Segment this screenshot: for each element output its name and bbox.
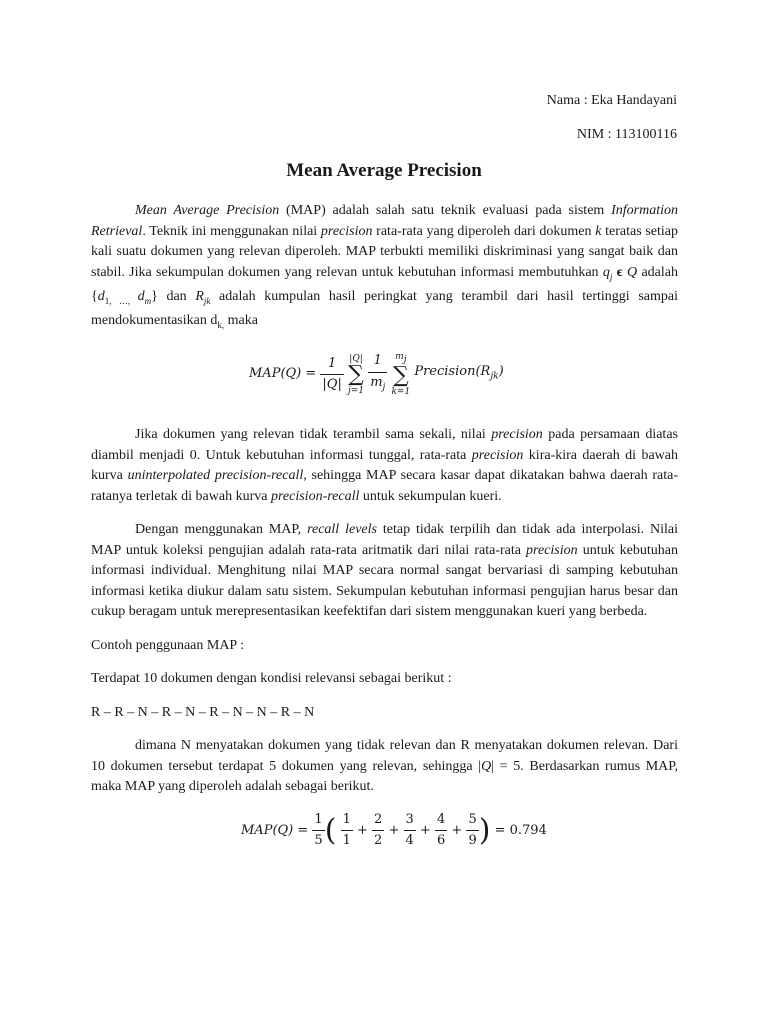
- fraction-outer: [312, 810, 324, 852]
- fraction-1-over-mj: [368, 351, 387, 398]
- document-title: Mean Average Precision: [286, 160, 482, 181]
- var-sub: m: [144, 295, 152, 306]
- plus-sign: +: [388, 822, 400, 838]
- student-id: NIM : 113100116: [576, 127, 677, 142]
- plus-sign: +: [451, 822, 463, 838]
- fraction-term: [466, 810, 478, 852]
- var-sub: jk: [490, 371, 499, 382]
- fraction-numerator: 3: [404, 810, 416, 832]
- plus-sign: +: [356, 822, 368, 838]
- fraction-denominator: 2: [374, 833, 383, 849]
- sum-lower-limit: j=1: [347, 385, 365, 396]
- var-d: d: [97, 288, 105, 304]
- term-uninterpolated: uninterpolated precision-recall: [127, 468, 304, 484]
- fraction-term: [435, 810, 447, 852]
- term-recall-levels: recall levels: [307, 522, 377, 538]
- sum-upper-limit: |Q|: [349, 353, 363, 364]
- var-q: q: [602, 264, 610, 280]
- text-run: Dengan menggunakan MAP,: [135, 522, 308, 538]
- fraction-denominator: 5: [314, 833, 323, 849]
- equals-sign: =: [494, 822, 506, 838]
- text-run: dimana N menyatakan dokumen yang tidak relevan dan R menyatakan dokumen relevan. Dari 10 dokumen tersebut terdapat 5 dokumen yang relevan, sehingga |: [91, 738, 678, 774]
- var-m: m: [395, 352, 404, 363]
- document-body: [91, 201, 678, 856]
- var-Q: Q: [481, 758, 492, 774]
- text-run: | = 5. Berdasarkan rumus MAP, maka MAP yang diperoleh adalah sebagai berikut.: [91, 758, 678, 795]
- text-run: teratas setiap kali suatu dokumen yang relevan diperoleh. MAP terbukti memiliki diskriminasi yang sangat baik dan stabil. Jika sekumpulan dokumen yang relevan untuk kebutuhan informasi membutuhkan: [91, 223, 679, 280]
- var-sub: 1, …,: [104, 295, 138, 306]
- summation-k: [391, 352, 410, 397]
- formula-lhs: MAP(Q) =: [249, 366, 317, 382]
- example-intro: Contoh penggunaan MAP :: [91, 637, 245, 653]
- var-Q: Q: [627, 264, 638, 280]
- map-example-formula: [91, 810, 678, 856]
- var-sub: k,: [217, 319, 225, 330]
- element-of-symbol: ϵ: [612, 264, 627, 280]
- var-sub: j: [403, 355, 407, 366]
- text-run: adalah kumpulan hasil peringkat yang terambil dari hasil tertinggi sampai mendokumentasikan d: [91, 288, 679, 329]
- author-name: Nama : Eka Handayani: [546, 93, 677, 108]
- var-R: R: [195, 288, 204, 304]
- term-precision: precision: [320, 223, 373, 239]
- fraction-denominator: 1: [342, 833, 351, 849]
- fraction-term: [372, 810, 384, 852]
- var-k: k: [595, 223, 602, 239]
- map-example-expression: [241, 810, 547, 852]
- example-line: Terdapat 10 dokumen dengan kondisi relevansi sebagai berikut :: [91, 671, 452, 687]
- fraction-numerator: 1: [341, 810, 353, 832]
- term-precision: precision: [471, 447, 524, 463]
- precision-term: [414, 364, 504, 382]
- paragraph-4: [91, 736, 678, 798]
- var-m: m: [370, 374, 383, 390]
- map-result: 0.794: [509, 822, 547, 838]
- text-run: (MAP) adalah salah satu teknik evaluasi pada sistem: [279, 203, 612, 218]
- text-run: untuk kebutuhan informasi individual. Menghitung nilai MAP secara normal sangat bervariasi di samping kebutuhan informasi ketika diukur dalam satu sistem. Sekumpulan kebutuhan informasi pengujian harus besar dan cukup beragam untuk merepresentasikan keefektifan dari sistem menggunakan kueri yang berbeda.: [91, 542, 678, 620]
- formula-lhs: MAP(Q) =: [241, 822, 309, 838]
- fraction-numerator: 1: [320, 354, 343, 376]
- text-run: maka: [224, 313, 258, 329]
- paragraph-1: [91, 201, 678, 335]
- paragraph-3: [91, 520, 678, 623]
- fraction-denominator: 9: [468, 833, 477, 849]
- relevance-sequence: R – R – N – R – N – R – N – N – R – N: [91, 704, 315, 720]
- precision-term-text: Precision(R: [414, 364, 491, 380]
- text-run: pada persamaan diatas diambil menjadi 0. Untuk kebutuhan informasi tunggal, rata-rata: [91, 427, 678, 463]
- fraction-denominator: 6: [436, 833, 446, 849]
- term-precision-recall: precision-recall: [270, 488, 360, 504]
- term-precision: precision: [491, 427, 543, 443]
- var-sub: j: [382, 382, 386, 393]
- fraction-numerator: 1: [368, 351, 387, 373]
- text-run: } dan: [151, 288, 196, 304]
- text-run: kira-kira daerah di bawah kurva: [91, 447, 678, 484]
- text-run: Jika dokumen yang relevan tidak terambil sama sekali, nilai: [135, 427, 492, 443]
- plus-sign: +: [419, 822, 431, 838]
- var-sub: j: [609, 271, 613, 282]
- open-paren: (: [324, 812, 337, 848]
- term-map: Mean Average Precision: [135, 203, 280, 218]
- fraction-numerator: 2: [372, 810, 384, 832]
- fraction-term: [404, 810, 416, 852]
- fraction-numerator: 4: [435, 810, 447, 832]
- close-paren: ): [498, 364, 504, 380]
- summation-j: [348, 354, 364, 396]
- term-precision: precision: [526, 542, 578, 558]
- text-run: . Teknik ini menggunakan nilai: [142, 223, 321, 239]
- var-d: d: [137, 288, 145, 304]
- map-formula: [91, 343, 678, 413]
- text-run: , sehingga MAP secara kasar dapat dikatakan bahwa daerah rata-ratanya terletak di bawah kurva: [91, 468, 678, 504]
- text-run: untuk sekumpulan kueri.: [359, 488, 502, 504]
- fraction-denominator: [368, 373, 387, 398]
- fraction-1-over-Q: [320, 354, 343, 396]
- var-sub: jk: [203, 295, 211, 306]
- text-run: adalah {: [91, 264, 678, 304]
- text-run: tetap tidak terpilih dan tidak ada interpolasi. Nilai MAP untuk koleksi pengujian adalah rata-rata aritmatik dari nilai rata-rata: [91, 522, 678, 558]
- text-run: rata-rata yang diperoleh dari dokumen: [372, 223, 596, 239]
- sigma-symbol: ∑: [348, 361, 364, 387]
- fraction-term: [341, 810, 353, 852]
- term-ir: Information Retrieval: [91, 203, 678, 239]
- sum-lower-limit: k=1: [391, 387, 411, 398]
- map-formula-expression: [249, 351, 504, 398]
- sigma-symbol: ∑: [392, 363, 409, 389]
- paragraph-2: [91, 425, 678, 507]
- fraction-numerator: 1: [312, 810, 324, 832]
- close-paren: ): [478, 812, 491, 848]
- fraction-denominator: |Q|: [322, 377, 342, 393]
- fraction-numerator: 5: [466, 810, 478, 832]
- fraction-denominator: 4: [405, 833, 414, 849]
